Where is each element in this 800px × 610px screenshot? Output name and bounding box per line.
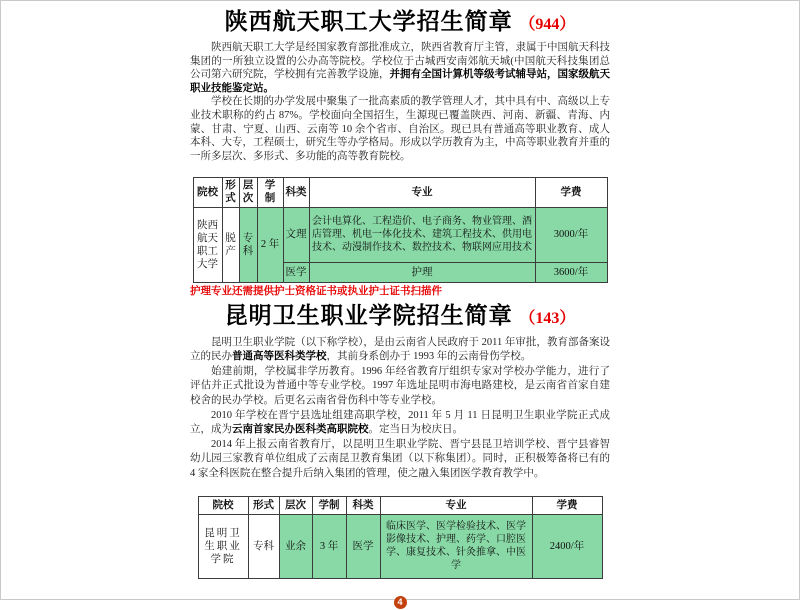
form-cell: 脱产	[222, 207, 239, 282]
header-cell-category: 科类	[283, 178, 309, 207]
header-cell-category: 科类	[346, 496, 380, 514]
tuition-cell: 2400/年	[532, 514, 602, 578]
level-cell: 专科	[239, 207, 257, 282]
header-cell-form: 形式	[248, 496, 279, 514]
paragraph	[190, 365, 610, 409]
header-cell-duration-label: 学制	[264, 180, 276, 205]
duration-cell: 2 年	[257, 207, 283, 282]
header-cell-college: 院校	[198, 496, 248, 514]
category-cell: 文理	[283, 207, 309, 262]
paragraph	[190, 95, 610, 163]
page-number-badge: 4	[394, 596, 407, 609]
header-cell-majors: 专业	[380, 496, 532, 514]
majors-cell: 临床医学、医学检验技术、医学影像技术、护理、药学、口腔医学、康复技术、针灸推拿、中医学	[380, 514, 532, 578]
paragraph-text: 。定当日为校庆日。	[368, 424, 463, 436]
table-header-row	[198, 496, 602, 514]
header-cell-form	[222, 178, 239, 207]
page-content	[190, 1, 610, 610]
header-cell-form-label: 形式	[225, 180, 236, 205]
section1-title	[190, 8, 610, 38]
section2-title-number: （143）	[519, 309, 576, 327]
section2-title	[190, 302, 610, 332]
paragraph-text: 2010 年学校在晋宁县选址组建高职学校，2011 年 5 月 11 日昆明卫生职业学院正式成立，成为	[190, 409, 610, 436]
form-cell: 专科	[248, 514, 279, 578]
section1-admissions-table	[193, 177, 608, 282]
section2-title-text: 昆明卫生职业学院招生简章	[224, 302, 513, 328]
majors-cell: 会计电算化、工程造价、电子商务、物业管理、酒店管理、机电一体化技术、建筑工程技术、供用电技术、动漫制作技术、数控技术、物联网应用技术	[309, 207, 535, 262]
header-cell-duration	[257, 178, 283, 207]
header-cell-level: 层次	[279, 496, 312, 514]
section2-paragraphs	[190, 336, 610, 482]
section1-title-text: 陕西航天职工大学招生简章	[224, 9, 513, 34]
header-cell-tuition: 学费	[532, 496, 602, 514]
duration-cell: 3 年	[312, 514, 346, 578]
table-row	[198, 514, 602, 578]
paragraph-text: 2014 年上报云南省教育厅，以昆明卫生职业学院、晋宁县昆卫培训学校、晋宁县睿智幼儿园三家教育单位组成了云南昆卫教育集团（以下称集团）。同时，正积极筹备将已有的 4 家全科医院在整合提升后纳入集团的管理，使之融入集团医学教育教学中。	[190, 438, 610, 479]
paragraph-bold-text: 并拥有全国计算机等级考试辅导站，国家级航天职业技能鉴定站。	[190, 69, 610, 94]
section1-title-number: （944）	[519, 16, 576, 33]
header-cell-level	[239, 178, 257, 207]
header-cell-level-label: 层次	[242, 180, 254, 205]
page-footer	[190, 592, 610, 610]
paragraph-text: 学校在长期的办学发展中聚集了一批高素质的教学管理人才，其中具有中、高级以上专业技术职称的约占 87%。学校面向全国招生，生源现已覆盖陕西、河南、新疆、青海、内蒙、甘肃、宁夏、山西、云南等 10 余个省市、自治区。现已具有普通高等职业教育、成人本科、大专，工程硕士，研究生等办学格局。形成以学历教育为主，中高等职业教育并重的一所多层次、多形式、多功能的高等教育院校。	[190, 96, 610, 162]
paragraph-text: 昆明卫生职业学院（以下称学校），是由云南省人民政府于 2011 年审批，教育部备案设立的民办	[190, 336, 610, 363]
section1-paragraphs	[190, 41, 610, 163]
table-row	[193, 207, 607, 262]
section2-admissions-table	[198, 496, 603, 579]
nursing-requirement-note: 护理专业还需提供护士资格证书或执业护士证书扫描件	[190, 285, 442, 297]
header-cell-college: 院校	[193, 178, 222, 207]
tuition-cell: 3600/年	[535, 262, 607, 282]
table-header-row	[193, 178, 607, 207]
paragraph-text: 始建前期，学校属非学历教育。1996 年经省教育厅组织专家对学校办学能力，进行了评估并正式批设为普通中等专业学校。1997 年选址昆明市海电路建校，是云南省首家自建校舍的民办学校。后更名云南省骨伤科中等专业学校。	[190, 365, 610, 406]
paragraph	[190, 336, 610, 365]
tuition-cell: 3000/年	[535, 207, 607, 262]
header-cell-duration: 学制	[312, 496, 346, 514]
header-cell-tuition: 学费	[535, 178, 607, 207]
category-cell: 医学	[283, 262, 309, 282]
header-cell-majors: 专业	[309, 178, 535, 207]
paragraph	[190, 41, 610, 95]
college-cell: 昆明卫生职业学院	[198, 514, 248, 578]
paragraph	[190, 409, 610, 438]
level-cell: 业余	[279, 514, 312, 578]
paragraph-bold-text: 普通高等医科类学校	[232, 351, 327, 363]
paragraph-text: ，其前身系创办于 1993 年的云南骨伤学校。	[326, 351, 532, 363]
paragraph-text: 陕西航天职工大学是经国家教育部批准成立，陕西省教育厅主管，隶属于中国航天科技集团的一所独立设置的公办高等院校。学校位于古城西安南郊航天城(中国航天科技集团总公司第六研究院，学校拥有完善教学设施，	[190, 42, 610, 81]
paragraph-bold-text: 云南首家民办医科类高职院校	[232, 424, 369, 436]
majors-cell: 护理	[309, 262, 535, 282]
paragraph	[190, 438, 610, 482]
category-cell: 医学	[346, 514, 380, 578]
college-cell: 陕西航天职工大学	[193, 207, 222, 282]
